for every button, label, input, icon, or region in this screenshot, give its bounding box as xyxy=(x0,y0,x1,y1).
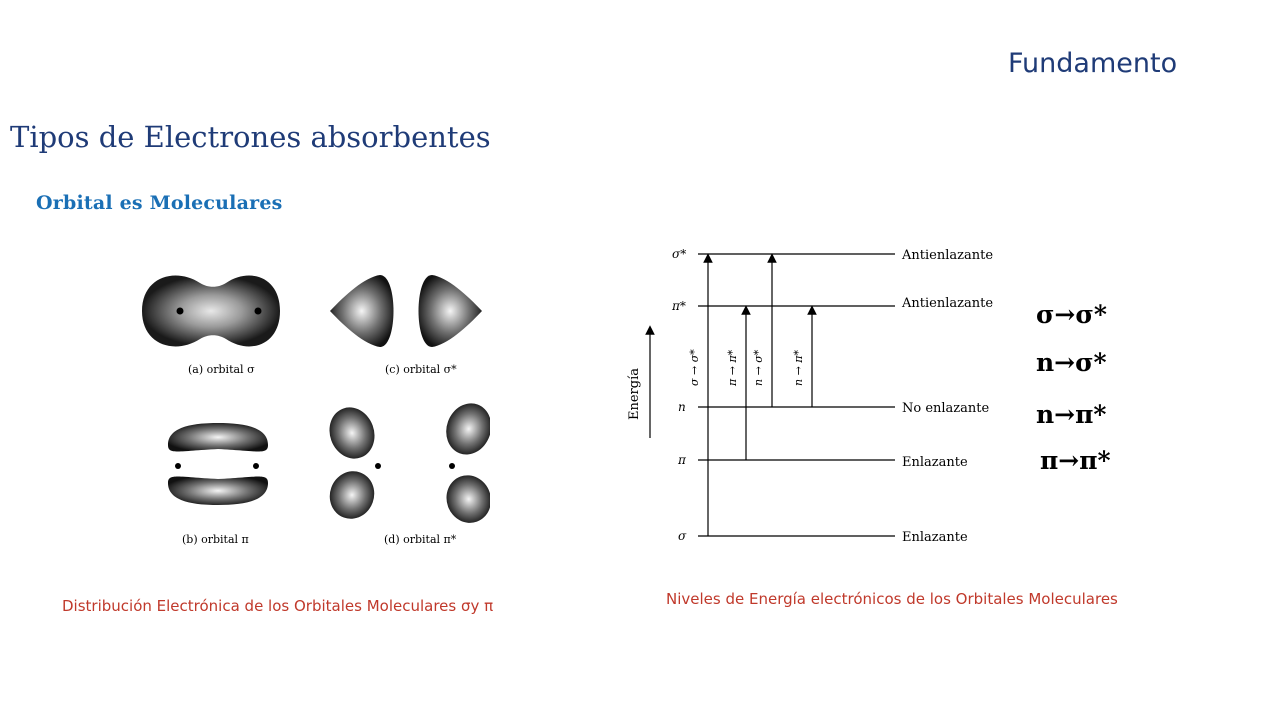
nucleus-dot xyxy=(255,308,262,315)
symbol-pi: π xyxy=(678,453,686,467)
pi-orbital xyxy=(168,423,268,505)
name-n: No enlazante xyxy=(902,401,990,416)
section-title: Fundamento xyxy=(1008,48,1178,79)
symbol-sigma-star: σ* xyxy=(672,247,687,261)
transition-label-n-sigma: n → σ* xyxy=(752,349,765,386)
label-sigma-star: (c) orbital σ* xyxy=(385,363,457,376)
page-title: Tipos de Electrones absorbentes xyxy=(10,120,491,154)
label-pi: (b) orbital π xyxy=(182,533,249,546)
orbital-figure xyxy=(130,255,490,555)
nucleus-dot xyxy=(177,308,184,315)
energy-axis-label: Energía xyxy=(627,368,642,420)
energy-levels xyxy=(698,254,895,536)
sigma-orbital xyxy=(142,276,280,347)
name-pi: Enlazante xyxy=(902,455,968,470)
symbol-pi-star: π* xyxy=(672,299,686,313)
label-sigma: (a) orbital σ xyxy=(188,363,255,376)
energy-diagram xyxy=(620,238,1000,558)
transition-label-pi: π → π* xyxy=(726,349,739,386)
name-pi-star: Antienlazante xyxy=(902,296,994,311)
transition-pi-pi-star: π→π* xyxy=(1040,446,1111,475)
energy-caption: Niveles de Energía electrónicos de los Orbitales Moleculares xyxy=(666,590,1118,608)
transition-sigma-sigma-star: σ→σ* xyxy=(1036,300,1107,329)
transition-n-pi-star: n→π* xyxy=(1036,400,1107,429)
name-sigma-star: Antienlazante xyxy=(902,248,994,263)
transition-n-sigma-star: n→σ* xyxy=(1036,348,1107,377)
name-sigma: Enlazante xyxy=(902,530,968,545)
transition-label-sigma: σ → σ* xyxy=(688,349,701,386)
transition-label-n-pi: n → π* xyxy=(792,349,805,386)
label-pi-star: (d) orbital π* xyxy=(384,533,457,546)
symbol-sigma: σ xyxy=(678,529,687,543)
sigma-star-orbital xyxy=(330,275,482,347)
symbol-n: n xyxy=(678,400,686,414)
subtitle: Orbital es Moleculares xyxy=(36,192,283,214)
orbital-caption: Distribución Electrónica de los Orbitales Moleculares σy π xyxy=(62,597,494,615)
pi-star-orbital xyxy=(322,397,490,529)
